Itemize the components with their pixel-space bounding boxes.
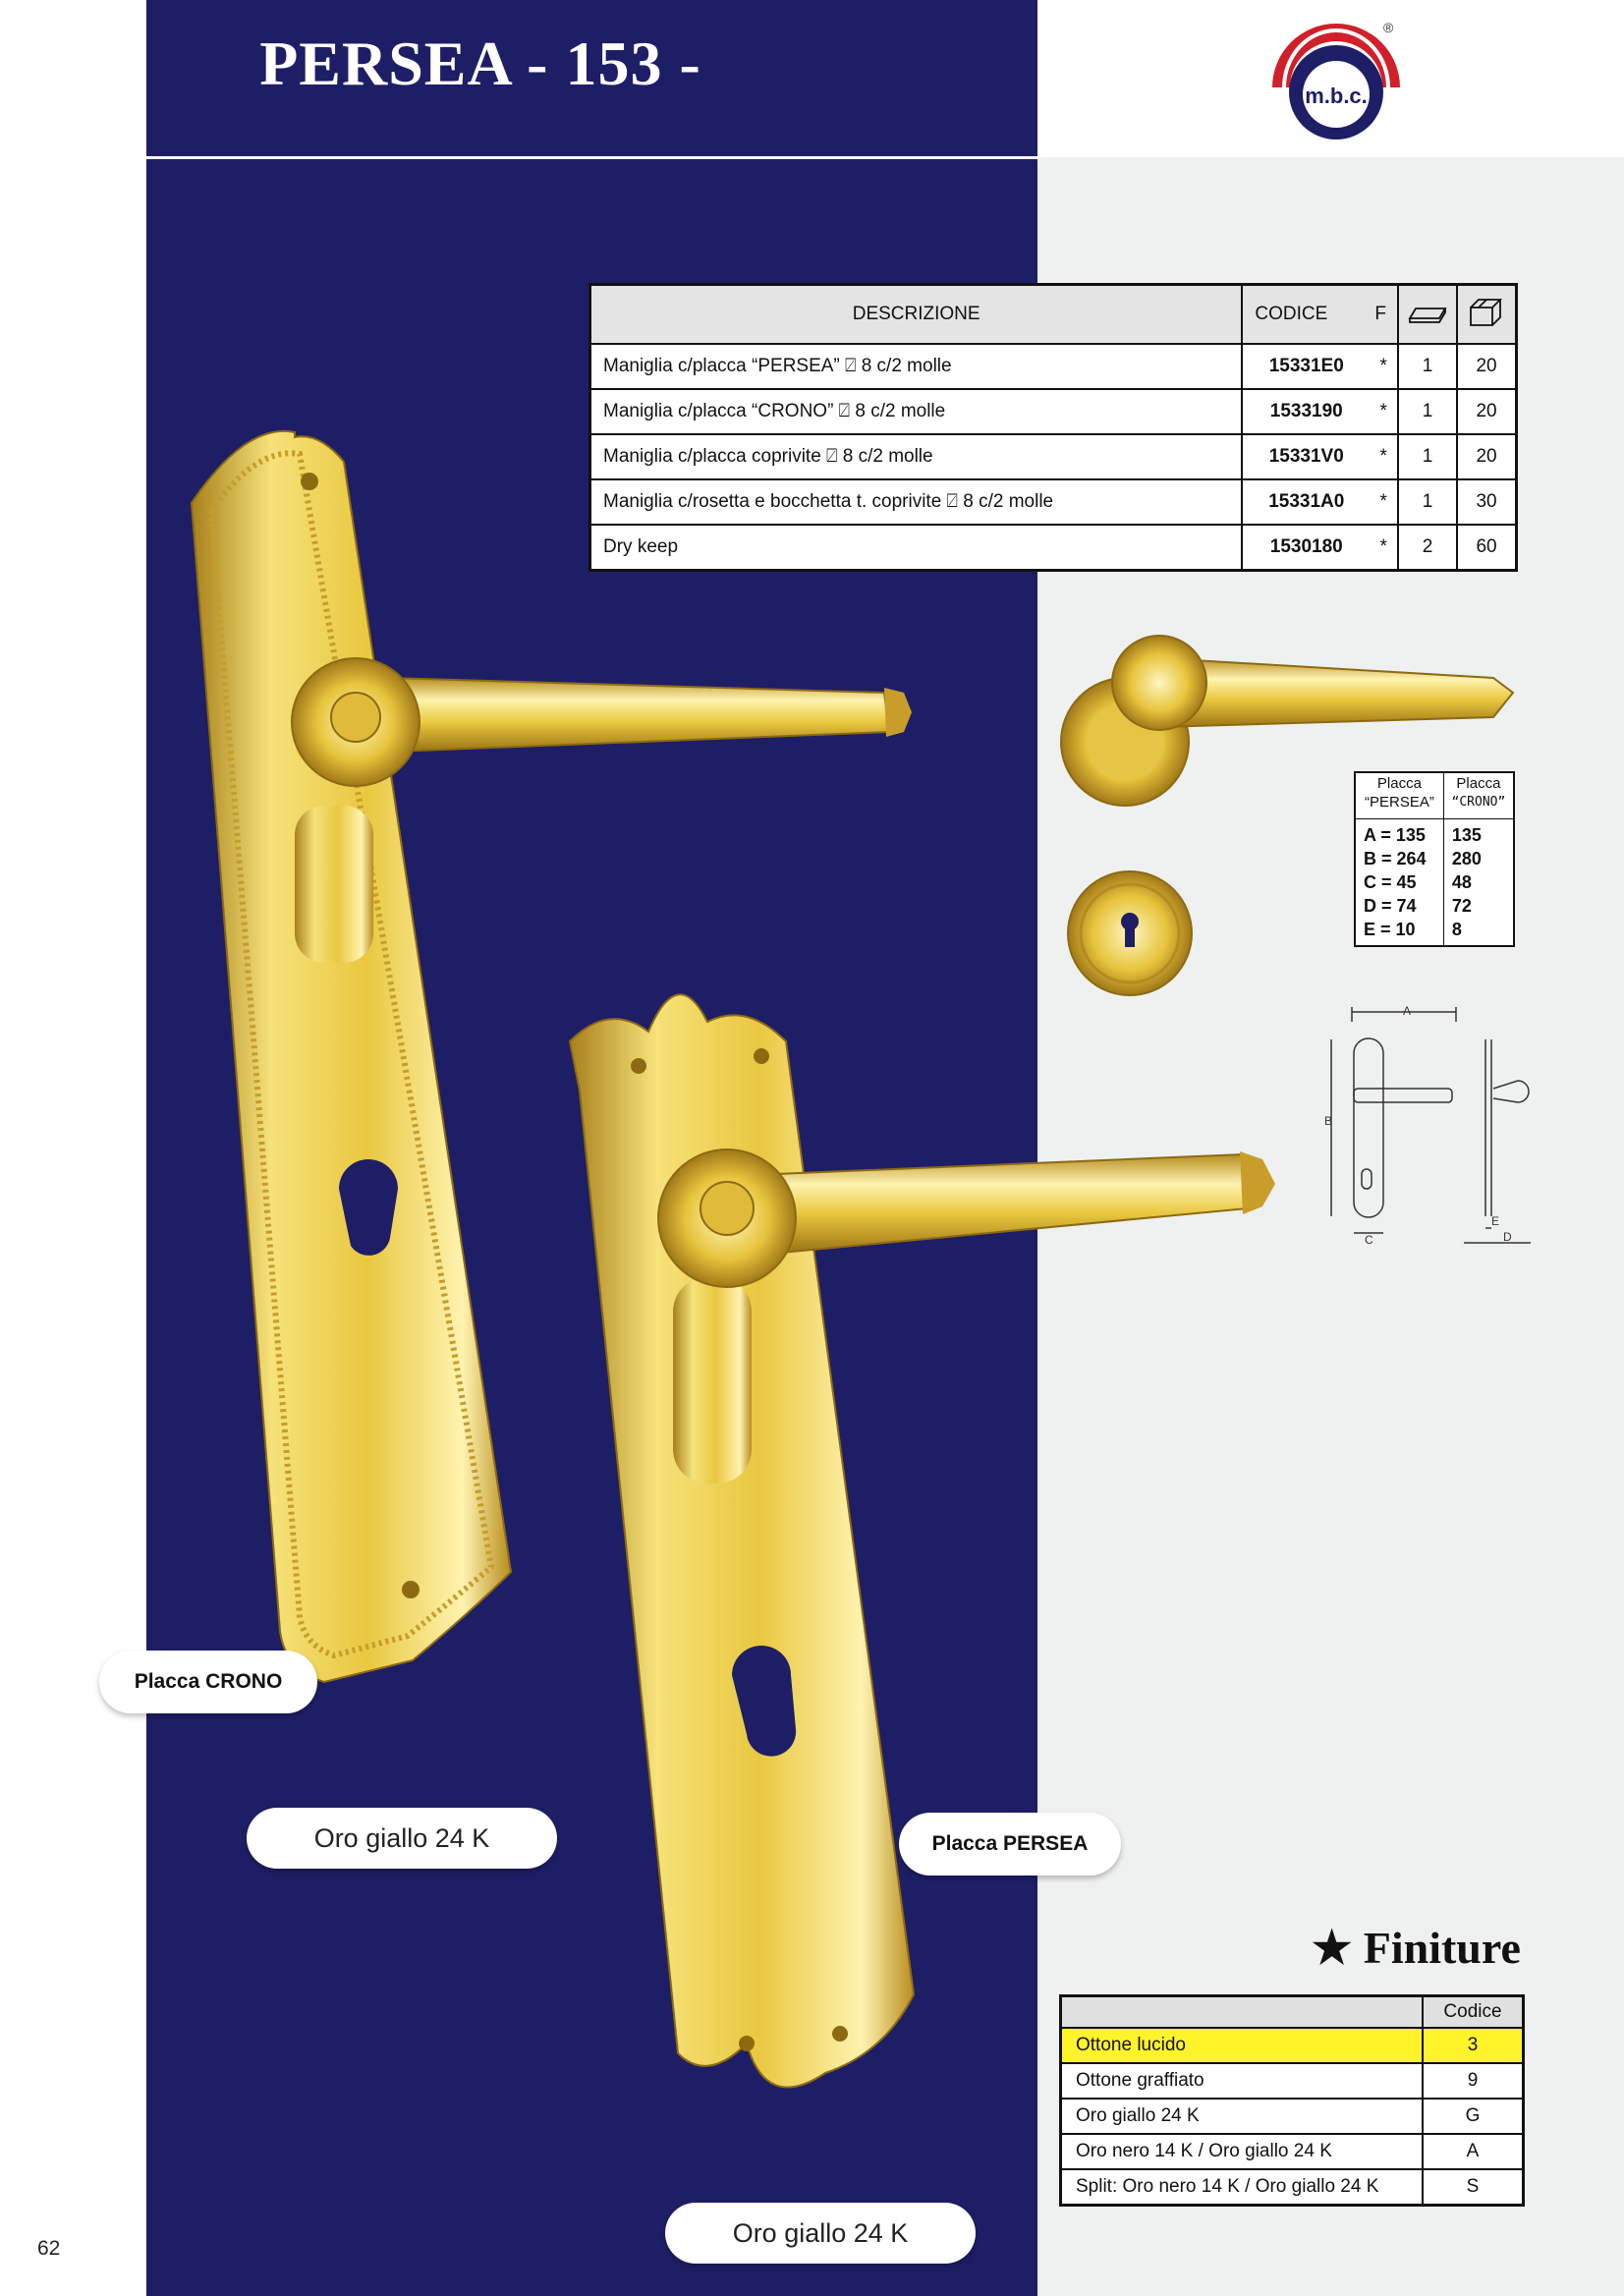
finish-name: Ottone graffiato xyxy=(1061,2063,1424,2099)
row-description: Maniglia c/placca “CRONO” ⍁ 8 c/2 molle xyxy=(590,389,1243,434)
table-row xyxy=(1061,2169,1524,2206)
table-row xyxy=(590,525,1517,571)
header-code: CODICE xyxy=(1242,285,1370,345)
table-row xyxy=(590,479,1517,525)
escutcheon-photo xyxy=(1068,871,1192,995)
dim-value: 48 xyxy=(1451,872,1472,892)
dim-label-d: D xyxy=(1503,1230,1512,1244)
finish-code: G xyxy=(1423,2099,1524,2134)
finiture-title: ★ Finiture xyxy=(1312,1923,1521,1973)
registered-mark: ® xyxy=(1383,20,1394,35)
row-f: * xyxy=(1370,525,1398,571)
dim-values-persea xyxy=(1355,819,1443,947)
dim-value: E = 10 xyxy=(1364,920,1416,939)
box-pack-icon xyxy=(1457,285,1516,345)
dim-value: A = 135 xyxy=(1364,825,1426,845)
finiture-header-code: Codice xyxy=(1423,1996,1524,2029)
row-description: Maniglia c/placca “PERSEA” ⍁ 8 c/2 molle xyxy=(590,344,1243,389)
finiture-header-name xyxy=(1061,1996,1424,2029)
header-f: F xyxy=(1370,285,1398,345)
finish-code: 9 xyxy=(1423,2063,1524,2099)
row-qty-single: 1 xyxy=(1398,389,1457,434)
row-code: 1530180 xyxy=(1242,525,1370,571)
dim-label-c: C xyxy=(1365,1233,1373,1247)
product-table-header xyxy=(590,285,1517,345)
persea-handle-photo xyxy=(570,994,1275,2087)
logo-text: m.b.c. xyxy=(1305,84,1368,108)
label-placca-crono: Placca CRONO xyxy=(99,1651,317,1713)
table-row xyxy=(1061,2134,1524,2169)
finish-name: Ottone lucido xyxy=(1061,2028,1424,2063)
row-f: * xyxy=(1370,434,1398,479)
row-description: Maniglia c/placca coprivite ⍁ 8 c/2 molle xyxy=(590,434,1243,479)
row-code: 15331A0 xyxy=(1242,479,1370,525)
row-qty-single: 2 xyxy=(1398,525,1457,571)
dimension-table xyxy=(1354,771,1515,947)
finish-name: Oro giallo 24 K xyxy=(1061,2099,1424,2134)
table-row xyxy=(1061,2028,1524,2063)
row-qty-single: 1 xyxy=(1398,434,1457,479)
dim-header-crono-line2: “CRONO” xyxy=(1451,795,1506,810)
page-title: PERSEA - 153 - xyxy=(259,28,701,98)
row-f: * xyxy=(1370,389,1398,434)
dim-value: C = 45 xyxy=(1364,872,1417,892)
dim-header-crono xyxy=(1443,772,1514,819)
row-code: 15331E0 xyxy=(1242,344,1370,389)
dim-header-crono-line1: Placca xyxy=(1456,775,1501,792)
dim-header-persea-line2: “PERSEA” xyxy=(1364,794,1434,811)
finiture-table xyxy=(1059,1994,1525,2207)
dim-values-crono xyxy=(1443,819,1514,947)
row-qty-single: 1 xyxy=(1398,479,1457,525)
technical-drawing xyxy=(1324,1004,1531,1247)
dim-label-b: B xyxy=(1324,1114,1333,1128)
row-code: 15331V0 xyxy=(1242,434,1370,479)
row-description: Dry keep xyxy=(590,525,1243,571)
finish-name: Split: Oro nero 14 K / Oro giallo 24 K xyxy=(1061,2169,1424,2206)
finish-name: Oro nero 14 K / Oro giallo 24 K xyxy=(1061,2134,1424,2169)
table-row xyxy=(590,434,1517,479)
dim-value: 72 xyxy=(1451,896,1472,916)
dim-value: 280 xyxy=(1451,849,1482,868)
product-table xyxy=(588,283,1518,572)
label-oro-giallo-left: Oro giallo 24 K xyxy=(247,1808,557,1869)
dim-value: 8 xyxy=(1451,920,1462,939)
dim-header-persea xyxy=(1355,772,1443,819)
row-qty-box: 20 xyxy=(1457,344,1516,389)
row-qty-box: 60 xyxy=(1457,525,1516,571)
table-row xyxy=(1061,2099,1524,2134)
row-qty-box: 30 xyxy=(1457,479,1516,525)
single-pack-icon xyxy=(1398,285,1457,345)
row-qty-box: 20 xyxy=(1457,389,1516,434)
dim-label-a: A xyxy=(1403,1004,1412,1018)
label-oro-giallo-bottom: Oro giallo 24 K xyxy=(665,2203,976,2264)
table-row xyxy=(1061,2063,1524,2099)
row-qty-box: 20 xyxy=(1457,434,1516,479)
row-f: * xyxy=(1370,344,1398,389)
finish-code: 3 xyxy=(1423,2028,1524,2063)
row-code: 1533190 xyxy=(1242,389,1370,434)
row-description: Maniglia c/rosetta e bocchetta t. coprivite ⍁ 8 c/2 molle xyxy=(590,479,1243,525)
finish-code: A xyxy=(1423,2134,1524,2169)
row-qty-single: 1 xyxy=(1398,344,1457,389)
header-description: DESCRIZIONE xyxy=(590,285,1243,345)
dim-header-persea-line1: Placca xyxy=(1376,775,1422,792)
dim-value: B = 264 xyxy=(1364,849,1427,868)
finish-code: S xyxy=(1423,2169,1524,2206)
dim-value: D = 74 xyxy=(1364,896,1417,916)
row-f: * xyxy=(1370,479,1398,525)
table-row xyxy=(590,344,1517,389)
table-row xyxy=(590,389,1517,434)
dim-label-e: E xyxy=(1491,1214,1500,1228)
label-placca-persea: Placca PERSEA xyxy=(899,1813,1121,1876)
page-number: 62 xyxy=(37,2237,61,2260)
dim-value: 135 xyxy=(1451,825,1482,845)
